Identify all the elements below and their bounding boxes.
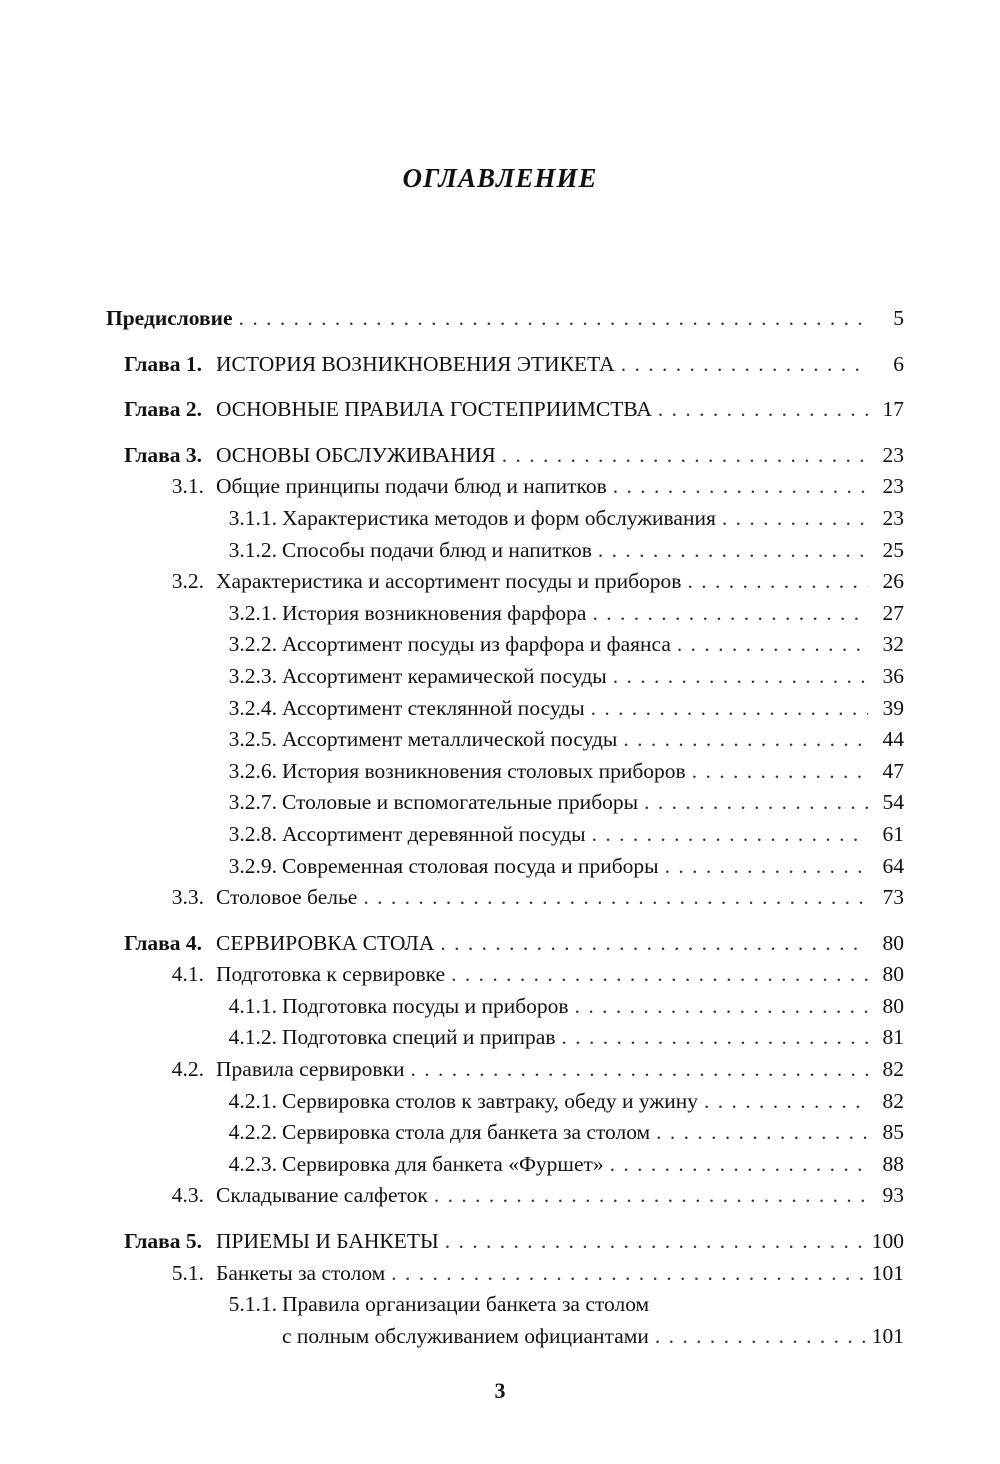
toc-entry-page: 81 [882, 1025, 904, 1050]
toc-entry-label: ПРИЕМЫ И БАНКЕТЫ [216, 1229, 439, 1254]
toc-entry [106, 959, 904, 991]
toc-entry [106, 1086, 904, 1118]
toc-entry-label: ОСНОВЫ ОБСЛУЖИВАНИЯ [216, 442, 496, 467]
toc-entry-label: ОСНОВНЫЕ ПРАВИЛА ГОСТЕПРИИМСТВА [216, 397, 652, 422]
toc-entry-page: 85 [882, 1120, 904, 1145]
page-number: 3 [494, 1378, 506, 1403]
toc-entry-number: 3.1. [171, 474, 204, 499]
toc-entry-page: 27 [882, 600, 904, 625]
toc-entry-page: 101 [871, 1323, 904, 1348]
toc-entry-number: 3.2.4. [228, 695, 277, 720]
toc-entry-number: 4.3. [171, 1183, 204, 1208]
toc-entry-number: 4.1. [171, 962, 204, 987]
toc-entry-label: Правила сервировки [216, 1057, 405, 1082]
toc-entry-label: Подготовка специй и приправ [282, 1025, 556, 1050]
dot-leader [687, 566, 868, 598]
toc-entry-page: 5 [893, 306, 904, 330]
toc-entry-label: Банкеты за столом [216, 1260, 386, 1285]
toc-entry-number: 4.1.1. [228, 993, 277, 1018]
toc-entry [106, 724, 904, 756]
toc-entry-number: 3.3. [171, 885, 204, 910]
toc-entry-page: 100 [871, 1229, 904, 1254]
dot-leader [561, 1022, 868, 1054]
toc-entry-number: 5.1.1. [228, 1292, 277, 1317]
toc-entry-label: Подготовка посуды и приборов [282, 993, 569, 1018]
dot-leader [440, 928, 868, 960]
toc-entry-page: 80 [882, 962, 904, 987]
toc-entry-page: 54 [882, 790, 904, 815]
toc-entry-label: Правила организации банкета за столом [282, 1292, 650, 1317]
toc-entry-label: Ассортимент посуды из фарфора и фаянса [282, 632, 671, 657]
toc-entry-number: 3.1.2. [228, 537, 277, 562]
toc-entry-page: 44 [882, 727, 904, 752]
toc-entry-label: ИСТОРИЯ ВОЗНИКНОВЕНИЯ ЭТИКЕТА [216, 351, 615, 376]
toc-entry-number: 3.2.7. [228, 790, 277, 815]
dot-leader [410, 1054, 868, 1086]
toc-entry-label: Характеристика и ассортимент посуды и приборов [216, 569, 682, 594]
toc-entry [106, 1054, 904, 1086]
toc-entry-label: с полным обслуживанием официантами [282, 1323, 649, 1348]
toc-entry-page: 6 [893, 351, 904, 376]
toc-entry [106, 503, 904, 535]
dot-leader [658, 394, 868, 426]
toc-entry-label: Ассортимент металлической посуды [282, 727, 618, 752]
toc-entry-number: 3.1.1. [228, 505, 277, 530]
toc-entry-page: 47 [882, 758, 904, 783]
toc-entry [106, 598, 904, 630]
toc-entry-page: 32 [882, 632, 904, 657]
toc-entry-page: 17 [882, 397, 904, 422]
toc-entry [106, 851, 904, 883]
dot-leader [623, 724, 868, 756]
toc-entry [106, 787, 904, 819]
toc-entry [106, 1149, 904, 1181]
toc-entry [106, 1289, 904, 1321]
toc-entry-number: 3.2.2. [228, 632, 277, 657]
toc-entry [106, 394, 904, 426]
toc-entry [106, 756, 904, 788]
dot-leader [502, 440, 868, 472]
toc-entry-number: Глава 1. [124, 351, 202, 376]
dot-leader [610, 1149, 868, 1181]
toc-entry [106, 1226, 904, 1258]
toc-entry-number: 3.2.9. [228, 853, 277, 878]
toc-entry-label: Характеристика методов и форм обслуживания [282, 505, 716, 530]
toc-entry-page: 26 [882, 569, 904, 594]
toc-entry-label: История возникновения фарфора [282, 600, 587, 625]
dot-leader [391, 1258, 865, 1290]
toc-entry-label: СЕРВИРОВКА СТОЛА [216, 930, 435, 955]
dot-leader [434, 1180, 868, 1212]
toc-entry-label: Современная столовая посуда и приборы [282, 853, 659, 878]
toc-entry-label: Способы подачи блюд и напитков [282, 537, 592, 562]
toc-entry [106, 629, 904, 661]
toc-entry-number: 3.2.3. [228, 663, 277, 688]
toc-entry-label: История возникновения столовых приборов [282, 758, 686, 783]
toc-entry-page: 80 [882, 993, 904, 1018]
dot-leader [621, 349, 868, 381]
toc-entry-page: 39 [882, 695, 904, 720]
toc-entry-number: 4.2.1. [228, 1088, 277, 1113]
dot-leader [692, 756, 868, 788]
toc-entry-page: 61 [882, 821, 904, 846]
dot-leader [704, 1086, 868, 1118]
page-title: ОГЛАВЛЕНИЕ [402, 163, 598, 193]
toc-entry-label: Ассортимент деревянной посуды [282, 821, 586, 846]
toc-entry [106, 303, 904, 335]
toc-entry [106, 349, 904, 381]
dot-leader [677, 629, 868, 661]
table-of-contents [106, 303, 904, 1352]
toc-entry-page: 93 [882, 1183, 904, 1208]
toc-entry-label: Ассортимент стеклянной посуды [282, 695, 585, 720]
toc-entry-page: 73 [882, 885, 904, 910]
toc-entry-label: Общие принципы подачи блюд и напитков [216, 474, 607, 499]
toc-entry-number: 5.1. [171, 1260, 204, 1285]
toc-entry [106, 1258, 904, 1290]
toc-entry [106, 535, 904, 567]
toc-entry-page: 23 [882, 505, 904, 530]
dot-leader [575, 991, 868, 1023]
dot-leader [665, 851, 868, 883]
toc-entry-label: Ассортимент керамической посуды [282, 663, 607, 688]
dot-leader [445, 1226, 866, 1258]
toc-entry [106, 882, 904, 914]
toc-entry-label: Подготовка к сервировке [216, 962, 446, 987]
toc-entry-label: Сервировка столов к завтраку, обеду и ужину [282, 1088, 698, 1113]
toc-entry-number: Глава 4. [124, 930, 202, 955]
toc-entry-number: 3.2.1. [228, 600, 277, 625]
toc-entry [106, 693, 904, 725]
toc-entry-label: Складывание салфеток [216, 1183, 428, 1208]
toc-entry [106, 991, 904, 1023]
toc-entry-page: 64 [882, 853, 904, 878]
toc-entry-label: Столовые и вспомогательные приборы [282, 790, 639, 815]
toc-entry-number: 4.2. [171, 1057, 204, 1082]
toc-entry [106, 819, 904, 851]
toc-entry [106, 1321, 904, 1353]
dot-leader [363, 882, 868, 914]
toc-entry [106, 661, 904, 693]
dot-leader [591, 693, 868, 725]
dot-leader [598, 535, 868, 567]
toc-entry-page: 25 [882, 537, 904, 562]
toc-entry-label: Сервировка стола для банкета за столом [282, 1120, 651, 1145]
dot-leader [239, 303, 868, 335]
dot-leader [592, 819, 868, 851]
dot-leader [656, 1117, 868, 1149]
toc-entry-number: 3.2. [171, 569, 204, 594]
toc-entry-page: 23 [882, 474, 904, 499]
toc-entry-page: 23 [882, 442, 904, 467]
toc-entry [106, 1180, 904, 1212]
toc-entry-page: 82 [882, 1088, 904, 1113]
toc-entry [106, 440, 904, 472]
toc-entry-page: 88 [882, 1151, 904, 1176]
toc-entry-number: Глава 3. [124, 442, 202, 467]
dot-leader [644, 787, 868, 819]
toc-entry [106, 566, 904, 598]
toc-entry-label: Сервировка для банкета «Фуршет» [282, 1151, 604, 1176]
toc-entry-number: 3.2.8. [228, 821, 277, 846]
toc-entry-page: 82 [882, 1057, 904, 1082]
toc-entry-number: 4.1.2. [228, 1025, 277, 1050]
toc-entry-number: Глава 5. [124, 1229, 202, 1254]
toc-entry-number: Глава 2. [124, 397, 202, 422]
toc-entry-number: 3.2.6. [228, 758, 277, 783]
toc-entry-number: 4.2.2. [228, 1120, 277, 1145]
toc-entry-number: 3.2.5. [228, 727, 277, 752]
toc-entry-label: Столовое белье [216, 885, 358, 910]
toc-entry-label: Предисловие [106, 306, 233, 330]
dot-leader [592, 598, 868, 630]
dot-leader [722, 503, 868, 535]
toc-entry [106, 1022, 904, 1054]
dot-leader [613, 661, 868, 693]
toc-entry [106, 471, 904, 503]
toc-entry-page: 101 [871, 1260, 904, 1285]
toc-entry-number: 4.2.3. [228, 1151, 277, 1176]
dot-leader [451, 959, 868, 991]
toc-entry [106, 1117, 904, 1149]
toc-entry [106, 928, 904, 960]
dot-leader [655, 1321, 866, 1353]
dot-leader [613, 471, 868, 503]
toc-entry-page: 36 [882, 663, 904, 688]
toc-entry-page: 80 [882, 930, 904, 955]
